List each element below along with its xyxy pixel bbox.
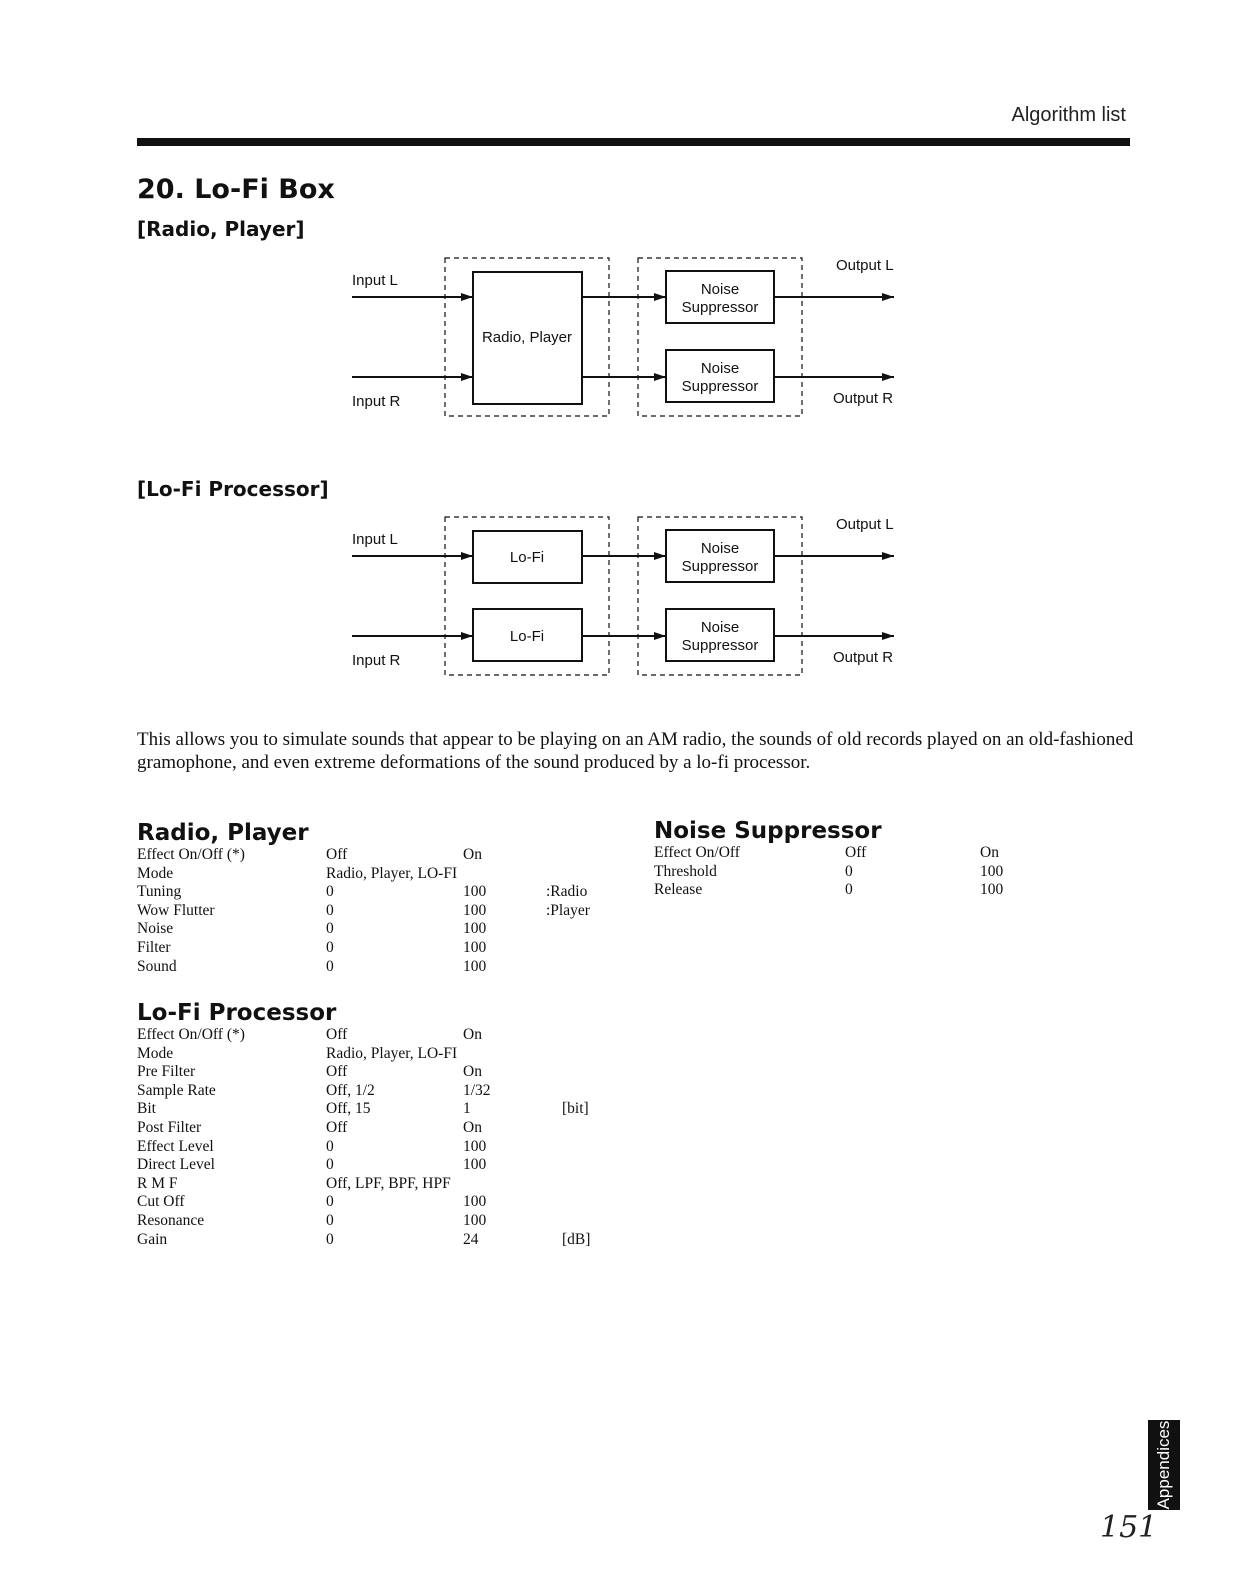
table-row: Resonance 0 100 [137,1211,487,1229]
table-row: Mode Radio, Player, LO-FI [137,864,458,882]
label-lofi-top: Lo-Fi [509,549,545,566]
table-row: Cut Off 0 100 [137,1193,487,1211]
table-row: Noise 0 100 [137,920,487,938]
radio-player-title: Radio, Player [137,820,309,846]
table-row: Effect On/Off (*) Off On [137,846,482,863]
label-input-l: Input L [352,531,398,548]
radio-player-table [137,846,617,976]
page-number: 151 [1100,1510,1158,1545]
label-output-r: Output R [833,390,894,407]
header-rule [137,138,1130,146]
table-row: Gain 0 24 [dB] [137,1230,591,1248]
label-lofi-bottom: Lo-Fi [509,628,545,645]
appendices-tab-label: Appendices [1154,1420,1173,1510]
table-row: Effect Level 0 100 [137,1137,487,1155]
table-row: Sample Rate Off, 1/2 1/32 [137,1081,491,1099]
lofi-processor-title: Lo-Fi Processor [137,1000,337,1026]
noise-suppressor-title: Noise Suppressor [654,818,882,844]
table-row: Wow Flutter 0 100 :Player [137,901,590,919]
diagram-radio-player [330,250,930,430]
label-ns-top-1: Noise [700,281,740,298]
table-row: Release 0 100 [654,881,1004,899]
diagram1-heading: [Radio, Player] [137,217,305,241]
table-row: R M F Off, LPF, BPF, HPF [137,1174,451,1192]
table-row: Sound 0 100 [137,957,487,975]
table-row: Filter 0 100 [137,938,487,956]
table-row: Post Filter Off On [137,1118,482,1136]
noise-suppressor-table [654,844,1074,900]
diagram-lofi-processor [330,509,930,689]
label-output-r: Output R [833,649,894,666]
label-radio-player: Radio, Player [481,329,573,346]
appendices-tab [1148,1420,1180,1510]
label-ns-top-2: Suppressor [681,299,759,316]
table-row: Direct Level 0 100 [137,1156,487,1174]
label-ns-top-2: Suppressor [681,558,759,575]
label-input-l: Input L [352,272,398,289]
table-row: Threshold 0 100 [654,862,1004,880]
label-ns-bottom-2: Suppressor [681,378,759,395]
label-input-r: Input R [352,393,401,410]
label-output-l: Output L [836,257,894,274]
label-ns-bottom-1: Noise [700,619,740,636]
label-ns-bottom-2: Suppressor [681,637,759,654]
lofi-processor-table [137,1026,617,1249]
diagram2-heading: [Lo-Fi Processor] [137,477,329,501]
table-row: Bit Off, 15 1 [bit] [137,1100,589,1118]
table-row: Tuning 0 100 :Radio [137,883,588,901]
description-paragraph: This allows you to simulate sounds that appear to be playing on an AM radio, the sounds of old records played on an old-fashioned gramophone, and even extreme deformations of the sound produced by a lo-fi processor. [137,729,1134,773]
table-row: Effect On/Off (*) Off On [137,1026,482,1043]
label-ns-top-1: Noise [700,540,740,557]
label-input-r: Input R [352,652,401,669]
label-ns-bottom-1: Noise [700,360,740,377]
running-header: Algorithm list [1011,104,1126,126]
section-title: 20. Lo-Fi Box [137,174,335,205]
table-row: Pre Filter Off On [137,1063,482,1081]
label-output-l: Output L [836,516,894,533]
table-row: Effect On/Off Off On [654,844,999,861]
table-row: Mode Radio, Player, LO-FI [137,1044,458,1062]
